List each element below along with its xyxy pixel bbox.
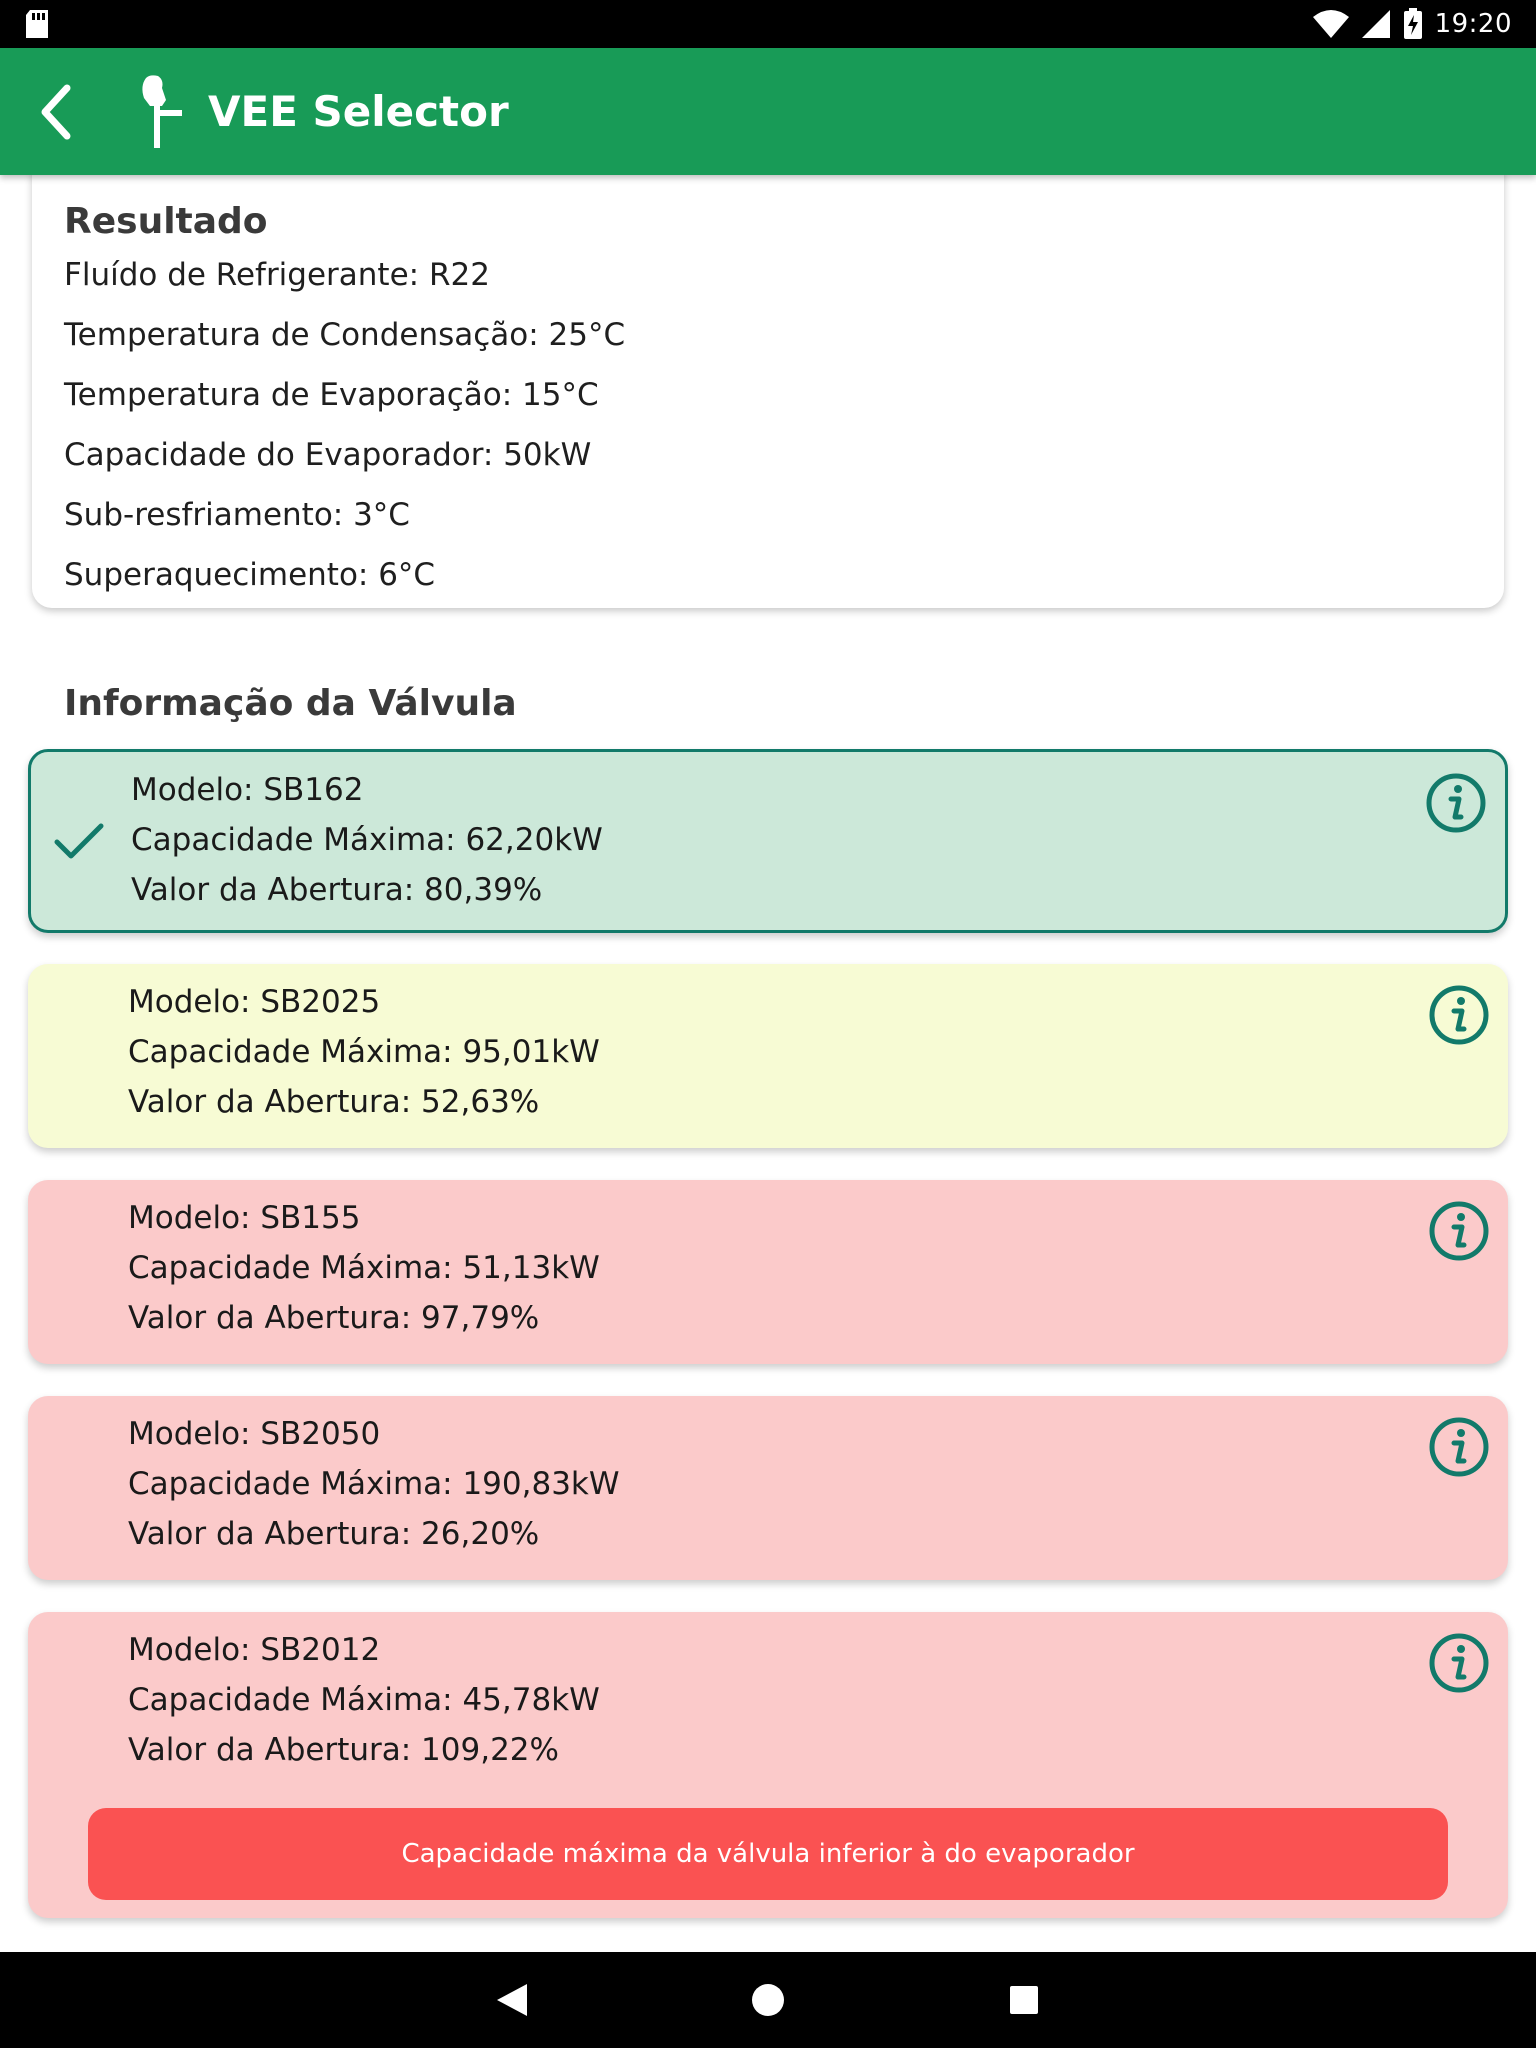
valve-card-sb2012[interactable]	[28, 1612, 1508, 1918]
valve-capacity: Capacidade Máxima: 45,78kW	[128, 1682, 600, 1718]
nav-home-icon	[750, 1982, 786, 2018]
valve-model: Modelo: SB2012	[128, 1632, 381, 1668]
valve-card-sb155[interactable]	[28, 1180, 1508, 1364]
status-bar	[0, 0, 1536, 48]
valve-model: Modelo: SB2025	[128, 984, 381, 1020]
capacity-warning-banner: Capacidade máxima da válvula inferior à do evaporador	[88, 1808, 1448, 1900]
valve-capacity: Capacidade Máxima: 190,83kW	[128, 1466, 620, 1502]
valve-capacity: Capacidade Máxima: 95,01kW	[128, 1034, 600, 1070]
nav-home-button[interactable]	[738, 1970, 798, 2030]
status-right	[1313, 8, 1512, 40]
valve-opening: Valor da Abertura: 80,39%	[131, 872, 543, 908]
result-line-subcooling: Sub-resfriamento: 3°C	[64, 497, 410, 533]
valve-opening: Valor da Abertura: 26,20%	[128, 1516, 540, 1552]
result-line-refrigerant: Fluído de Refrigerante: R22	[64, 257, 490, 293]
status-time: 19:20	[1434, 9, 1512, 39]
valve-model: Modelo: SB2050	[128, 1416, 381, 1452]
info-icon[interactable]	[1428, 1632, 1490, 1694]
info-icon[interactable]	[1428, 984, 1490, 1046]
valve-card-sb2050[interactable]	[28, 1396, 1508, 1580]
valve-opening: Valor da Abertura: 109,22%	[128, 1732, 559, 1768]
result-line-superheat: Superaquecimento: 6°C	[64, 557, 436, 593]
back-arrow-icon	[37, 84, 73, 140]
nav-recents-button[interactable]	[994, 1970, 1054, 2030]
valve-capacity: Capacidade Máxima: 62,20kW	[131, 822, 603, 858]
valve-model: Modelo: SB162	[131, 772, 364, 808]
valve-card-sb162[interactable]	[28, 749, 1508, 933]
valve-opening: Valor da Abertura: 52,63%	[128, 1084, 540, 1120]
check-icon	[53, 822, 105, 862]
sd-card-icon	[24, 9, 50, 39]
valve-opening: Valor da Abertura: 97,79%	[128, 1300, 540, 1336]
nav-recents-icon	[1008, 1984, 1040, 2016]
result-title: Resultado	[64, 201, 268, 242]
info-icon[interactable]	[1425, 772, 1487, 834]
result-card	[32, 175, 1504, 608]
result-line-evaporation: Temperatura de Evaporação: 15°C	[64, 377, 599, 413]
valve-card-sb2025[interactable]	[28, 964, 1508, 1148]
app-bar	[0, 48, 1536, 175]
battery-charging-icon	[1403, 8, 1423, 40]
app-logo	[126, 67, 186, 157]
valve-capacity: Capacidade Máxima: 51,13kW	[128, 1250, 600, 1286]
status-left	[24, 9, 50, 39]
content-scroll-area[interactable]	[0, 175, 1536, 1952]
system-nav-bar	[0, 1952, 1536, 2048]
result-line-condensation: Temperatura de Condensação: 25°C	[64, 317, 626, 353]
result-line-capacity: Capacidade do Evaporador: 50kW	[64, 437, 592, 473]
valve-section-title: Informação da Válvula	[64, 683, 517, 724]
info-icon[interactable]	[1428, 1200, 1490, 1262]
wifi-icon	[1313, 9, 1349, 39]
nav-back-icon	[495, 1982, 529, 2018]
info-icon[interactable]	[1428, 1416, 1490, 1478]
valve-logo-icon	[128, 74, 184, 150]
back-button[interactable]	[26, 72, 84, 152]
nav-back-button[interactable]	[482, 1970, 542, 2030]
valve-model: Modelo: SB155	[128, 1200, 361, 1236]
signal-icon	[1361, 9, 1391, 39]
app-title: VEE Selector	[208, 87, 509, 136]
